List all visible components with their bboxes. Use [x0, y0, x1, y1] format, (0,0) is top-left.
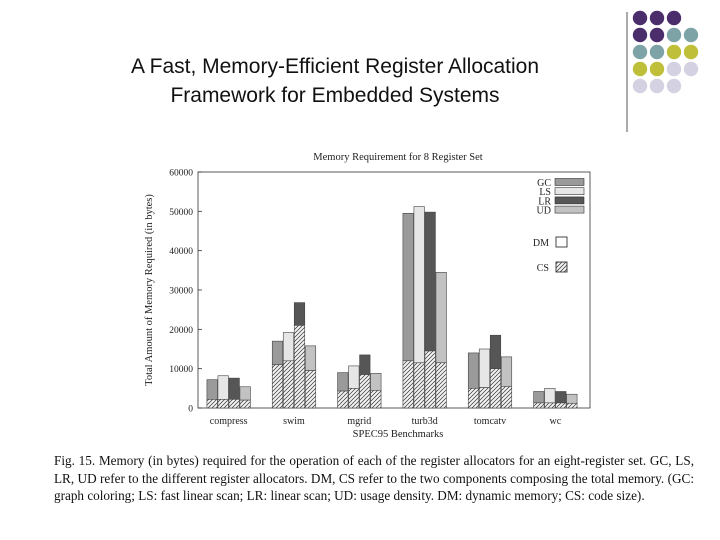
bar-ls-cs	[349, 388, 360, 408]
y-tick-label: 40000	[169, 247, 193, 258]
legend-label-cs: CS	[536, 263, 549, 274]
bar-gc-dm	[338, 373, 349, 391]
y-tick-label: 50000	[169, 207, 193, 218]
bar-gc-cs	[272, 365, 283, 408]
legend-swatch-ls	[555, 188, 584, 195]
bar-gc-dm	[272, 341, 283, 365]
bar-ls-dm	[349, 366, 360, 388]
bar-lr-cs	[490, 369, 501, 408]
legend-swatch-dm	[556, 237, 567, 247]
bar-ud-cs	[371, 390, 382, 408]
bar-lr-cs	[229, 399, 240, 408]
bar-lr-cs	[556, 403, 567, 408]
bar-ud-cs	[436, 363, 447, 408]
y-axis-label: Total Amount of Memory Required (in bytes)	[144, 194, 155, 386]
bar-ls-dm	[414, 207, 425, 363]
bar-ls-dm	[218, 376, 229, 400]
bar-ls-cs	[283, 361, 294, 408]
x-tick-label: swim	[283, 416, 305, 427]
legend-swatch-gc	[555, 179, 584, 186]
bar-ls-dm	[545, 388, 556, 403]
bar-gc-cs	[207, 399, 218, 408]
y-tick-label: 20000	[169, 325, 193, 336]
x-tick-label: mgrid	[347, 416, 372, 427]
bar-ud-cs	[567, 403, 578, 408]
bar-ls-cs	[414, 363, 425, 408]
bar-lr-dm	[229, 378, 240, 399]
legend-label-gc: GC	[537, 178, 551, 189]
bar-lr-dm	[360, 355, 371, 375]
bar-ud-dm	[501, 357, 512, 387]
slide-title-line-1: A Fast, Memory-Efficient Register Allocation	[130, 55, 540, 78]
y-tick-label: 10000	[169, 365, 193, 376]
figure-caption: Fig. 15. Memory (in bytes) required for the operation of each of the register allocators for an eight-register set. GC, LS, LR, UD refer to the different register allocators. DM, CS refer to the two components composing the total memory. (GC: graph coloring; LS: fast linear scan; LR: linear scan; UD: usage density. DM: dynamic memory; CS: code size).	[54, 453, 694, 503]
bar-lr-dm	[425, 212, 436, 351]
plot-frame	[198, 172, 590, 408]
bar-lr-dm	[490, 335, 501, 368]
bar-ud-dm	[567, 394, 578, 403]
bar-ls-cs	[479, 388, 490, 408]
legend-swatch-cs	[556, 262, 567, 272]
x-tick-label: compress	[209, 416, 248, 427]
legend-label-ls: LS	[539, 187, 551, 199]
bar-gc-dm	[403, 213, 414, 360]
bar-gc-cs	[468, 388, 479, 408]
slide-title-line-2: Framework for Embedded Systems	[170, 84, 500, 107]
x-tick-label: tomcatv	[473, 416, 507, 427]
y-tick-label: 0	[188, 404, 193, 415]
bar-lr-cs	[425, 351, 436, 408]
bar-ud-cs	[501, 386, 512, 408]
bar-ud-dm	[371, 373, 382, 390]
bar-ls-cs	[545, 403, 556, 408]
bar-lr-cs	[360, 375, 371, 408]
legend-label-dm: DM	[532, 238, 549, 249]
chart-title: Memory Requirement for 8 Register Set	[313, 152, 483, 163]
bar-ud-cs	[305, 371, 316, 408]
legend-swatch-lr	[555, 197, 584, 204]
bar-gc-dm	[207, 380, 218, 400]
bar-gc-cs	[338, 391, 349, 408]
legend-label-ud: UD	[536, 205, 551, 217]
x-tick-label: wc	[549, 416, 562, 427]
bar-gc-cs	[534, 403, 545, 408]
legend-swatch-ud	[555, 206, 584, 213]
bar-lr-dm	[556, 391, 567, 402]
y-tick-label: 60000	[169, 168, 193, 179]
bar-ls-dm	[283, 332, 294, 360]
bar-ls-dm	[479, 349, 490, 388]
bar-gc-dm	[534, 391, 545, 402]
bar-lr-cs	[294, 325, 305, 408]
legend-label-lr: LR	[538, 196, 551, 208]
bar-ud-dm	[436, 272, 447, 362]
bar-ls-cs	[218, 399, 229, 408]
bar-gc-cs	[403, 361, 414, 408]
bar-gc-dm	[468, 353, 479, 388]
bar-ud-dm	[305, 346, 316, 371]
bar-ud-dm	[240, 387, 251, 400]
bar-ud-cs	[240, 400, 251, 408]
bar-lr-dm	[294, 303, 305, 326]
x-tick-label: turb3d	[411, 416, 438, 427]
x-axis-label: SPEC95 Benchmarks	[352, 429, 444, 440]
y-tick-label: 30000	[169, 286, 193, 297]
